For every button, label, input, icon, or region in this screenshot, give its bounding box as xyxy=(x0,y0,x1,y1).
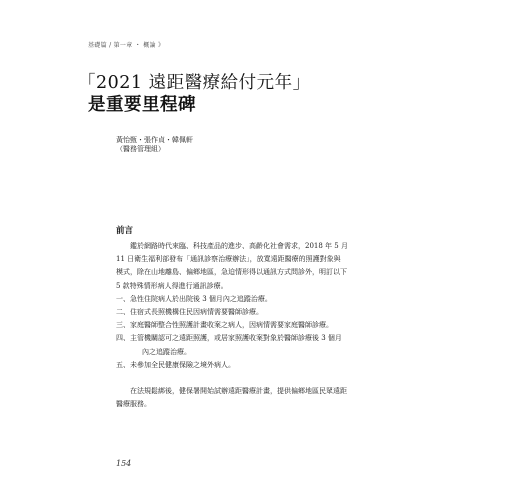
intro-paragraph xyxy=(116,240,438,293)
list-item: 五、未參加全民健康保險之境外病人。 xyxy=(116,360,235,369)
condition-list xyxy=(116,293,438,372)
author-names: 黃怡甄・張作貞・韓佩軒 xyxy=(116,136,193,144)
intro-line: 鑑於網路時代來臨、科技產品的進步、高齡化社會需求，2018 年 5 月 xyxy=(130,242,348,250)
page-number: 154 xyxy=(116,459,132,468)
list-item-continuation: 內之追蹤治療。 xyxy=(142,347,191,356)
running-head: 基礎篇 / 第一章 ・ 概論 》 xyxy=(88,42,165,49)
closing-paragraph xyxy=(116,385,438,411)
author-block xyxy=(116,136,193,154)
list-item: 二、住宿式長照機構住民因病情需要醫師診療。 xyxy=(116,308,263,317)
closing-line: 在法規鬆綁後，健保署開始試辦遠距醫療計畫，提供偏鄉地區民眾遠距 xyxy=(130,387,347,396)
intro-line: 11 日衛生福利部發布「通訊診察治療辦法」，放寬遠距醫療的照護對象與 xyxy=(116,255,341,264)
intro-line: 模式，除在山地離島、偏鄉地區，急迫情形得以通訊方式問診外，明訂以下 xyxy=(116,268,347,277)
title-line-2: 是重要里程碑 xyxy=(88,95,196,115)
title-line-1: 「2021 遠距醫療給付元年」 xyxy=(78,73,311,93)
list-item: 一、急性住院病人於出院後 3 個月內之追蹤治療。 xyxy=(116,294,272,303)
chapter-title xyxy=(78,72,448,116)
list-item: 四、主管機關認可之遠距照護，或居家照護收案對象於醫師診療後 3 個月 xyxy=(116,334,342,343)
intro-line: 5 款特殊情形病人得進行通訊診療。 xyxy=(116,281,228,290)
body-text xyxy=(116,240,438,411)
section-heading: 前言 xyxy=(116,226,134,236)
closing-line: 醫療服務。 xyxy=(116,400,151,409)
author-affiliation: （醫務管理組） xyxy=(116,145,165,153)
list-item: 三、家庭醫師整合性照護計畫收案之病人，因病情需要家庭醫師診療。 xyxy=(116,321,333,330)
